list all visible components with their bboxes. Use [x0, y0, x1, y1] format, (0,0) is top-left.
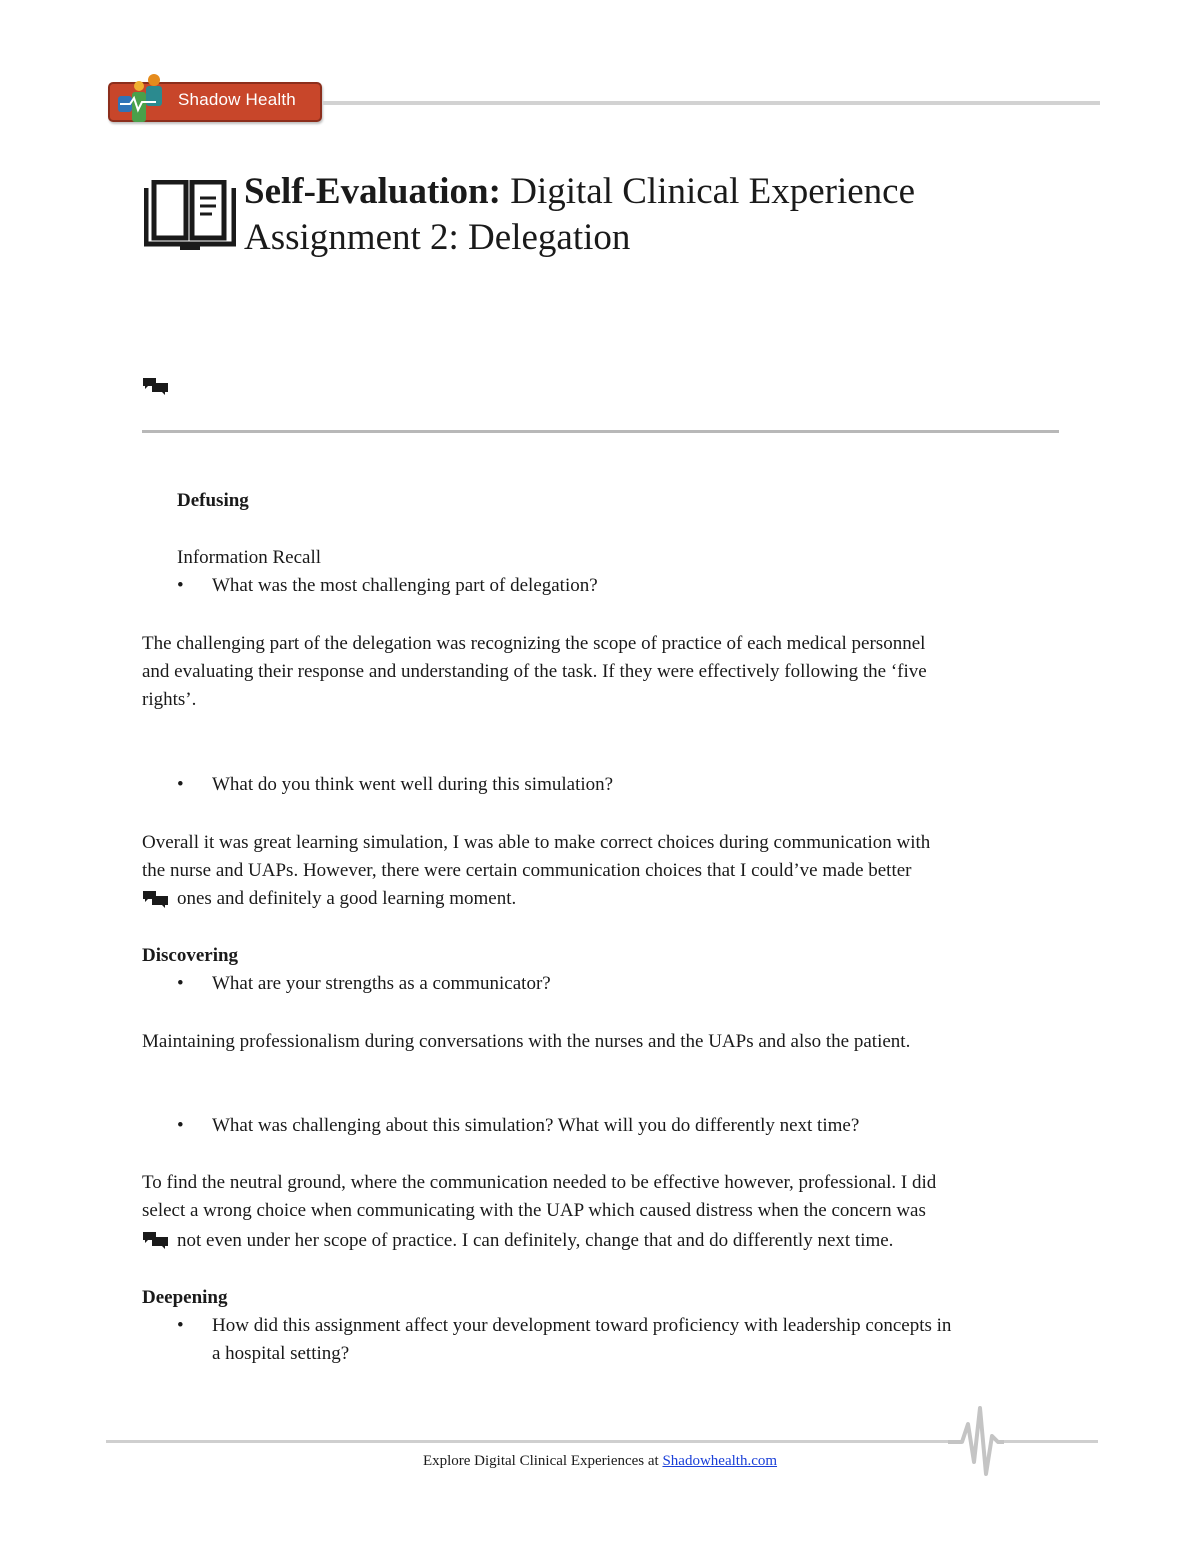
footer-rule: [106, 1440, 952, 1443]
bullet-dot: •: [177, 774, 184, 795]
answer-line: To find the neutral ground, where the communication needed to be effective however, professional. I did: [142, 1172, 937, 1193]
answer-line: and evaluating their response and understanding of the task. If they were effectively following the ‘five: [142, 661, 927, 682]
answer-line: select a wrong choice when communicating with the UAP which caused distress when the concern was: [142, 1200, 926, 1221]
answer-line: Overall it was great learning simulation, I was able to make correct choices during communication with: [142, 832, 931, 853]
discovering-heading: Discovering: [142, 945, 239, 966]
answer-line: not even under her scope of practice. I can definitely, change that and do differently next time.: [177, 1230, 894, 1251]
page-subtitle: Assignment 2: Delegation: [244, 217, 631, 258]
question-leadership-line1: How did this assignment affect your development toward proficiency with leadership concepts in: [212, 1315, 952, 1336]
comment-icon[interactable]: [143, 1232, 169, 1250]
answer-line: Maintaining professionalism during conversations with the nurses and the UAPs and also the patient.: [142, 1031, 911, 1052]
bullet-dot: •: [177, 973, 184, 994]
title-bold: Self-Evaluation:: [244, 171, 501, 212]
question-leadership-line2: a hospital setting?: [212, 1343, 350, 1364]
comment-icon[interactable]: [143, 891, 169, 909]
answer-line: The challenging part of the delegation was recognizing the scope of practice of each medical personnel: [142, 633, 926, 654]
title-rest: Digital Clinical Experience: [510, 171, 916, 212]
answer-line: ones and definitely a good learning moment.: [177, 888, 517, 909]
answer-line: rights’.: [142, 689, 197, 710]
question-challenging-part: What was the most challenging part of delegation?: [212, 575, 598, 596]
bullet-dot: •: [177, 1115, 184, 1136]
bullet-dot: •: [177, 1315, 184, 1336]
answer-line: the nurse and UAPs. However, there were certain communication choices that I could’ve made better: [142, 860, 912, 881]
header-rule: [322, 101, 1100, 105]
shadow-health-logo: [108, 72, 320, 128]
deepening-heading: Deepening: [142, 1287, 228, 1308]
question-strengths: What are your strengths as a communicator?: [212, 973, 551, 994]
footer-text: Explore Digital Clinical Experiences at: [422, 1453, 659, 1469]
question-challenging-simulation: What was challenging about this simulation? What will you do differently next time?: [212, 1115, 860, 1136]
question-went-well: What do you think went well during this simulation?: [212, 774, 614, 795]
defusing-heading: Defusing: [177, 490, 249, 511]
logo-text: Shadow Health: [178, 90, 296, 109]
page-title: [244, 170, 915, 214]
footer-rule: [1000, 1440, 1098, 1443]
logo-figure-icon: [112, 72, 174, 128]
section-divider: [142, 430, 1059, 433]
comment-icon[interactable]: [143, 378, 169, 396]
book-icon: [144, 180, 236, 252]
footer-link[interactable]: Shadowhealth.com: [662, 1453, 778, 1469]
information-recall-subheading: Information Recall: [177, 547, 322, 568]
footer: [0, 1451, 1200, 1471]
bullet-dot: •: [177, 575, 184, 596]
